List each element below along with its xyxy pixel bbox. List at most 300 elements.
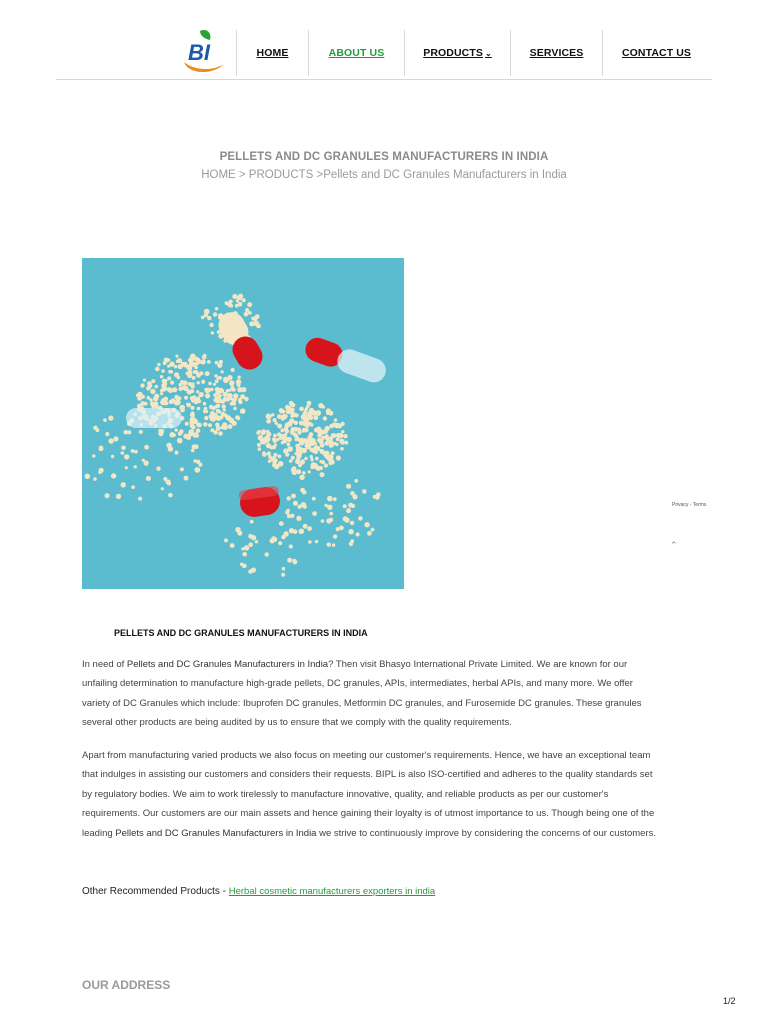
main-nav: [236, 30, 710, 76]
pellet: [375, 495, 380, 500]
pellet: [187, 389, 192, 394]
pellet: [257, 443, 261, 447]
pellet: [178, 387, 182, 391]
pellet: [196, 428, 201, 433]
pellet: [175, 451, 179, 455]
pellet: [350, 491, 355, 496]
pellet: [228, 424, 233, 429]
pellet: [131, 449, 135, 453]
pellet: [194, 444, 199, 449]
pellet: [201, 359, 206, 364]
breadcrumb-home[interactable]: HOME: [201, 169, 236, 181]
pellet: [111, 455, 114, 458]
pellet: [204, 416, 208, 420]
pellet: [237, 376, 240, 379]
pellet: [205, 393, 210, 398]
pellet: [196, 424, 199, 427]
pellet: [354, 479, 358, 483]
pellet: [296, 459, 301, 464]
pellet: [318, 403, 323, 408]
pellet: [244, 312, 249, 317]
pellet: [277, 424, 282, 429]
pellet: [134, 465, 137, 468]
pellet: [225, 397, 230, 402]
pellet: [143, 379, 146, 382]
pellet: [124, 454, 129, 459]
pellet: [266, 443, 271, 448]
pellet: [293, 559, 297, 563]
pellet: [305, 441, 309, 445]
pellet: [274, 464, 279, 469]
pellet: [105, 493, 110, 498]
paragraph-intro: In need of Pellets and DC Granules Manufacturers in India? Then visit Bhasyo International Private Limited. We are known for our unfailing determination to manufacture high-grade pellets, DC granules, APIs, intermediates, herbal APIs, and many more. We offer variety of DC Granules which include: Ibuprofen DC granules, Metformin DC granules, and Furosemide DC granules. These granules several other products are being audited by us to ensure that we comply with the quality requirements.: [82, 659, 642, 729]
pellet: [346, 484, 351, 489]
pellet: [289, 459, 293, 463]
pellet: [350, 521, 354, 525]
pellet: [329, 518, 333, 522]
pellet: [348, 503, 353, 508]
pellet: [344, 517, 349, 522]
breadcrumb-current: Pellets and DC Granules Manufacturers in India: [323, 169, 567, 181]
pellet: [215, 379, 219, 383]
pellet: [272, 537, 277, 542]
pellet: [189, 432, 193, 436]
pellet: [168, 370, 172, 374]
pellet: [241, 388, 245, 392]
pellet: [263, 437, 267, 441]
pellet: [265, 552, 269, 556]
pellet: [203, 402, 207, 406]
pellet: [283, 433, 287, 437]
paragraph-details: Apart from manufacturing varied products we also focus on meeting our customer's requirements. Hence, we have an exceptional team that indulges in assisting our customers and considers their requests. BIPL is also ISO-certified and adheres to the quality standards set by regulatory bodies. We aim to work tirelessly to manufacture innovative, quality, and reliable products as per our customer's requirements. Our customers are our main assets and hence gaining their loyalty is of utmost importance to us. Though being one of the leading Pellets and DC Granules Manufacturers in India we strive to continuously improve by considering the concerns of our customers.: [82, 750, 656, 839]
pellet: [116, 494, 121, 499]
recommend-link[interactable]: Herbal cosmetic manufacturers exporters in india: [228, 886, 436, 897]
pellet: [279, 408, 284, 413]
pellet: [182, 380, 187, 385]
nav-services[interactable]: SERVICES: [510, 30, 602, 76]
pellet: [287, 558, 292, 563]
breadcrumb: [0, 169, 768, 181]
pellet: [201, 380, 205, 384]
pellet: [320, 472, 325, 477]
pellet: [280, 428, 284, 432]
pellet: [196, 358, 201, 363]
pellet: [229, 380, 235, 386]
pellet: [196, 373, 201, 378]
pellet: [319, 439, 324, 444]
pellet: [336, 455, 341, 460]
pellet: [299, 407, 304, 412]
pellet: [160, 392, 163, 395]
pellet: [255, 321, 259, 325]
pellet: [216, 426, 221, 431]
pellet: [146, 476, 151, 481]
pellet: [323, 416, 327, 420]
pellet: [290, 414, 294, 418]
pellet: [291, 403, 296, 408]
pellet: [158, 429, 162, 433]
pellet: [161, 487, 164, 490]
pellet: [127, 430, 131, 434]
pellet: [245, 308, 249, 312]
pellet: [314, 428, 318, 432]
pellet: [295, 413, 299, 417]
recommend-label: Other Recommended Products -: [82, 886, 229, 897]
pellet: [147, 381, 152, 386]
pellet: [285, 510, 289, 514]
pellet: [371, 528, 375, 532]
pellet: [140, 401, 145, 406]
pellet: [334, 418, 337, 421]
pellet: [324, 463, 328, 467]
pellet: [343, 504, 347, 508]
pellet: [134, 450, 138, 454]
pellet: [279, 521, 284, 526]
pellet: [331, 451, 335, 455]
section-heading: PELLETS AND DC GRANULES MANUFACTURERS IN INDIA: [114, 628, 368, 638]
pellet: [238, 294, 243, 299]
pellet: [328, 411, 333, 416]
pellet: [197, 381, 200, 384]
pellet: [174, 365, 177, 368]
nav-home[interactable]: HOME: [236, 30, 308, 76]
pellet: [327, 543, 331, 547]
pellet: [310, 455, 313, 458]
breadcrumb-separator: >: [313, 169, 324, 181]
chevron-down-icon: ⌄: [484, 48, 492, 58]
pellet: [272, 437, 276, 441]
pellet: [338, 433, 343, 438]
pellet: [218, 431, 223, 436]
pellet: [113, 436, 118, 441]
pellet: [217, 398, 222, 403]
pellet: [310, 458, 313, 461]
pellet: [251, 535, 256, 540]
pellet: [121, 451, 125, 455]
pellet: [236, 299, 239, 302]
pellet: [348, 529, 353, 534]
pellet: [332, 422, 337, 427]
pellet: [255, 314, 260, 319]
pellet: [167, 358, 171, 362]
pellet: [240, 408, 246, 414]
pellet: [297, 430, 301, 434]
pellet: [302, 471, 306, 475]
pellet: [211, 331, 214, 334]
pellet: [293, 529, 298, 534]
pellet: [323, 429, 328, 434]
pellet: [138, 497, 142, 501]
pellet: [157, 363, 160, 366]
pellet: [339, 526, 344, 531]
pellet: [262, 451, 265, 454]
pellet: [250, 520, 254, 524]
pellet: [186, 372, 189, 375]
pellet: [325, 441, 329, 445]
pellet: [108, 438, 113, 443]
pellet: [315, 457, 319, 461]
pellet: [344, 441, 348, 445]
pellet: [258, 435, 263, 440]
pellet: [161, 398, 164, 401]
pellet: [154, 394, 159, 399]
product-image: [82, 258, 404, 589]
pellet: [136, 394, 139, 397]
pellet: [92, 454, 95, 457]
pellet: [232, 294, 237, 299]
pellet: [147, 396, 151, 400]
pellet: [186, 365, 191, 370]
pellet: [336, 437, 340, 441]
pellet: [277, 432, 281, 436]
pellet: [299, 475, 304, 480]
pellet: [266, 414, 272, 420]
pellet: [193, 418, 197, 422]
pellet: [305, 407, 308, 410]
pellet: [308, 470, 311, 473]
pellet: [161, 369, 165, 373]
pellet: [266, 439, 269, 442]
pellet: [190, 413, 194, 417]
pellet: [309, 408, 314, 413]
pellet: [327, 505, 332, 510]
nav-contact-us[interactable]: CONTACT US: [602, 30, 710, 76]
pellet: [268, 460, 271, 463]
pellet: [103, 418, 107, 422]
pellet: [177, 438, 183, 444]
pellet: [191, 382, 195, 386]
pellet: [144, 445, 149, 450]
pellet: [287, 437, 292, 442]
pellet: [223, 378, 228, 383]
pellet: [193, 370, 197, 374]
pellet: [168, 493, 173, 498]
pellet: [96, 428, 100, 432]
pellet: [231, 386, 235, 390]
pellet: [121, 446, 126, 451]
pellet: [258, 447, 262, 451]
pellet: [237, 416, 241, 420]
pellet: [131, 485, 135, 489]
pellet: [317, 466, 322, 471]
pellet: [308, 540, 312, 544]
pellet: [312, 497, 316, 501]
pellet: [251, 568, 256, 573]
pellet: [203, 354, 206, 357]
pellet: [221, 425, 225, 429]
pellet: [244, 545, 249, 550]
pellet: [279, 436, 283, 440]
pellet: [192, 376, 196, 380]
pellet: [294, 421, 298, 425]
pellet: [99, 446, 103, 450]
pellet: [223, 392, 228, 397]
pellet: [169, 362, 174, 367]
pellet: [191, 406, 195, 410]
pellet: [209, 323, 213, 327]
pellet: [180, 467, 184, 471]
pellet: [150, 389, 155, 394]
pellet: [268, 455, 272, 459]
pellet: [271, 413, 274, 416]
pellet: [330, 460, 334, 464]
pellet: [343, 434, 347, 438]
pellet: [273, 434, 277, 438]
pellet: [121, 482, 126, 487]
pellet: [111, 473, 116, 478]
pellet: [244, 397, 249, 402]
pellet: [273, 418, 277, 422]
pellet: [313, 415, 318, 420]
nav-about-us[interactable]: ABOUT US: [308, 30, 404, 76]
pellet: [235, 527, 240, 532]
pellet: [283, 531, 288, 536]
page-number: 1/2: [723, 996, 736, 1006]
pellet: [278, 454, 282, 458]
pellet: [201, 316, 205, 320]
address-heading: OUR ADDRESS: [82, 978, 171, 992]
pellet: [169, 400, 173, 404]
pellet: [289, 544, 293, 548]
pellet: [85, 474, 91, 480]
pellet: [224, 538, 228, 542]
pellet: [276, 438, 279, 441]
pellet: [307, 401, 311, 405]
pellet: [215, 387, 220, 392]
pellet: [304, 418, 309, 423]
pellet: [329, 512, 333, 516]
nav-products[interactable]: PRODUCTS ⌄: [404, 30, 510, 76]
pellet: [266, 430, 269, 433]
pellet: [125, 466, 128, 469]
pellet: [156, 466, 160, 470]
pellet: [350, 539, 354, 543]
pellet: [331, 433, 336, 438]
pellet: [358, 516, 363, 521]
capsules-illustration: [82, 258, 404, 589]
pellet: [241, 298, 245, 302]
pellet: [231, 368, 235, 372]
pellet: [155, 385, 159, 389]
pellet: [223, 408, 226, 411]
pellet: [315, 540, 318, 543]
scroll-top-icon[interactable]: ⌃: [670, 540, 678, 550]
logo-icon[interactable]: [178, 28, 230, 76]
pellet: [167, 482, 171, 486]
pellet: [316, 410, 321, 415]
pellet: [166, 443, 171, 448]
pellet: [367, 531, 372, 536]
recaptcha-links[interactable]: Privacy - Terms: [672, 502, 707, 508]
pellet: [333, 497, 337, 501]
pellet: [240, 563, 243, 566]
pellet: [186, 403, 189, 406]
pellet: [231, 398, 236, 403]
pellet: [184, 476, 189, 481]
pellet: [179, 406, 183, 410]
pellet: [196, 460, 200, 464]
pellet: [210, 428, 214, 432]
pellet: [163, 386, 167, 390]
pellet: [291, 494, 296, 499]
pellet: [274, 443, 277, 446]
pellet: [226, 389, 230, 393]
pellet: [261, 440, 265, 444]
pellet: [327, 496, 333, 502]
pellet: [217, 363, 222, 368]
pellet: [324, 434, 328, 438]
pellet: [208, 382, 212, 386]
pellet: [341, 441, 345, 445]
pellet: [278, 541, 282, 545]
pellet: [167, 376, 171, 380]
pellet: [333, 534, 337, 538]
breadcrumb-separator: >: [235, 169, 249, 181]
pellet: [197, 407, 201, 411]
pellet: [324, 504, 327, 507]
pellet: [307, 526, 312, 531]
pellet: [174, 372, 179, 377]
pellet: [332, 543, 335, 546]
pellet: [176, 398, 179, 401]
pellet: [295, 444, 300, 449]
pellet: [222, 404, 226, 408]
pellet: [287, 496, 291, 500]
pellet: [255, 540, 258, 543]
pellet: [294, 434, 298, 438]
pellet: [204, 313, 208, 317]
pellet: [232, 421, 237, 426]
pellet: [140, 383, 144, 387]
pellet: [207, 316, 211, 320]
pellet: [209, 414, 214, 419]
pellet: [281, 441, 284, 444]
pellet: [146, 386, 151, 391]
pellet: [227, 375, 232, 380]
pellet: [294, 438, 298, 442]
pellet: [266, 419, 270, 423]
pellet: [291, 468, 296, 473]
pellet: [215, 307, 218, 310]
pellet: [208, 423, 212, 427]
pellet: [291, 408, 295, 412]
pellet: [299, 529, 305, 535]
pellet: [258, 430, 261, 433]
pellet: [215, 423, 219, 427]
pellet: [178, 364, 183, 369]
pellet: [311, 448, 316, 453]
pellet: [177, 358, 182, 363]
pellet: [233, 407, 237, 411]
pellet: [105, 432, 109, 436]
pellet: [196, 400, 200, 404]
pellet: [337, 423, 342, 428]
pellet: [170, 381, 174, 385]
pellet: [364, 522, 369, 527]
pellet: [108, 416, 113, 421]
pellet: [160, 375, 163, 378]
pellet: [293, 501, 298, 506]
pellet: [230, 543, 235, 548]
pellet: [93, 477, 97, 481]
breadcrumb-products[interactable]: PRODUCTS: [248, 169, 314, 181]
pellet: [196, 390, 199, 393]
pellet: [281, 417, 285, 421]
pellet: [340, 447, 344, 451]
pellet: [188, 358, 192, 362]
logo-container[interactable]: [56, 22, 236, 80]
pellet: [199, 392, 204, 397]
